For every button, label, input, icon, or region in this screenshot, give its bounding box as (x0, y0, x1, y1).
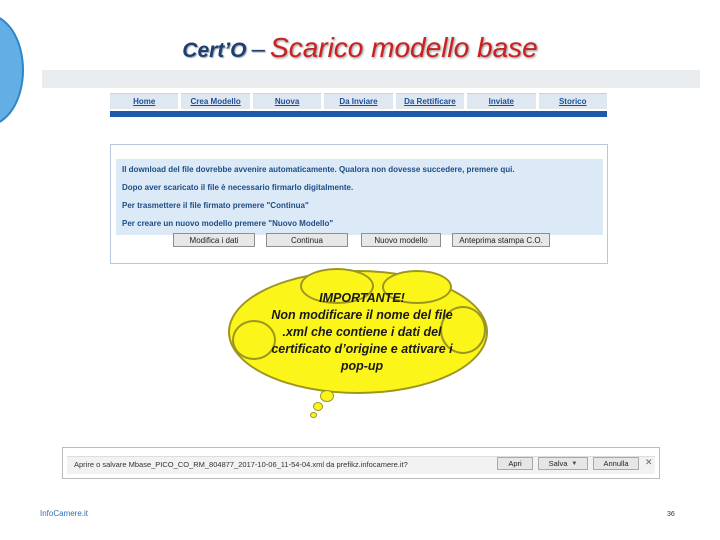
message-new-model: Per creare un nuovo modello premere "Nuovo Modello" (122, 219, 334, 228)
nav-item-nuova[interactable]: Nuova (253, 93, 321, 109)
page-number: 36 (667, 511, 675, 518)
download-message: Aprire o salvare Mbase_PICO_CO_RM_804877_2017-10-06_11-54-04.xml da prefikz.infocamere.it? (74, 460, 408, 469)
callout-heading: IMPORTANTE! (319, 291, 405, 305)
cancel-button-label: Annulla (603, 459, 629, 468)
close-icon[interactable]: ✕ (645, 458, 653, 468)
decorative-arc (0, 14, 24, 126)
nav-item-home[interactable]: Home (110, 93, 178, 109)
nav-divider (110, 111, 607, 117)
title-dash: – (251, 36, 265, 63)
header-band (42, 70, 700, 88)
nav-item-crea-modello[interactable]: Crea Modello (181, 93, 249, 109)
new-model-button[interactable]: Nuovo modello (361, 233, 441, 247)
callout-tail-dot (320, 390, 334, 402)
title-subtitle: Scarico modello base (270, 32, 538, 63)
message-send: Per trasmettere il file firmato premere "Continua" (122, 201, 309, 210)
download-panel (110, 144, 608, 264)
nav-item-da-rettificare[interactable]: Da Rettificare (396, 93, 464, 109)
nav-item-inviate[interactable]: Inviate (467, 93, 535, 109)
top-navigation (110, 93, 607, 117)
save-button[interactable] (538, 457, 588, 470)
print-preview-button[interactable]: Anteprima stampa C.O. (452, 233, 550, 247)
slide-title (0, 32, 720, 64)
nav-item-storico[interactable]: Storico (539, 93, 607, 109)
callout-tail-dot (313, 402, 323, 411)
footer-logo: InfoCamere.it (40, 509, 89, 518)
chevron-down-icon[interactable]: ▼ (571, 460, 578, 467)
message-download[interactable]: Il download del file dovrebbe avvenire automaticamente. Qualora non dovesse succedere, premere qui. (122, 165, 515, 174)
title-brand: Cert’O (182, 39, 247, 62)
save-button-label: Salva (548, 459, 568, 468)
continue-button[interactable]: Continua (266, 233, 348, 247)
callout-body: Non modificare il nome del file .xml che contiene i dati del certificato d’origine e attivare i pop-up (271, 308, 453, 373)
nav-item-da-inviare[interactable]: Da Inviare (324, 93, 392, 109)
modify-data-button[interactable]: Modifica i dati (173, 233, 255, 247)
open-button[interactable] (497, 457, 533, 470)
callout-text (270, 290, 454, 375)
callout-tail-dot (310, 412, 317, 418)
message-block (116, 159, 603, 235)
nav-items (110, 93, 607, 109)
message-sign: Dopo aver scaricato il file è necessario firmarlo digitalmente. (122, 183, 354, 192)
open-button-label: Apri (508, 459, 522, 468)
cancel-button[interactable] (593, 457, 639, 470)
